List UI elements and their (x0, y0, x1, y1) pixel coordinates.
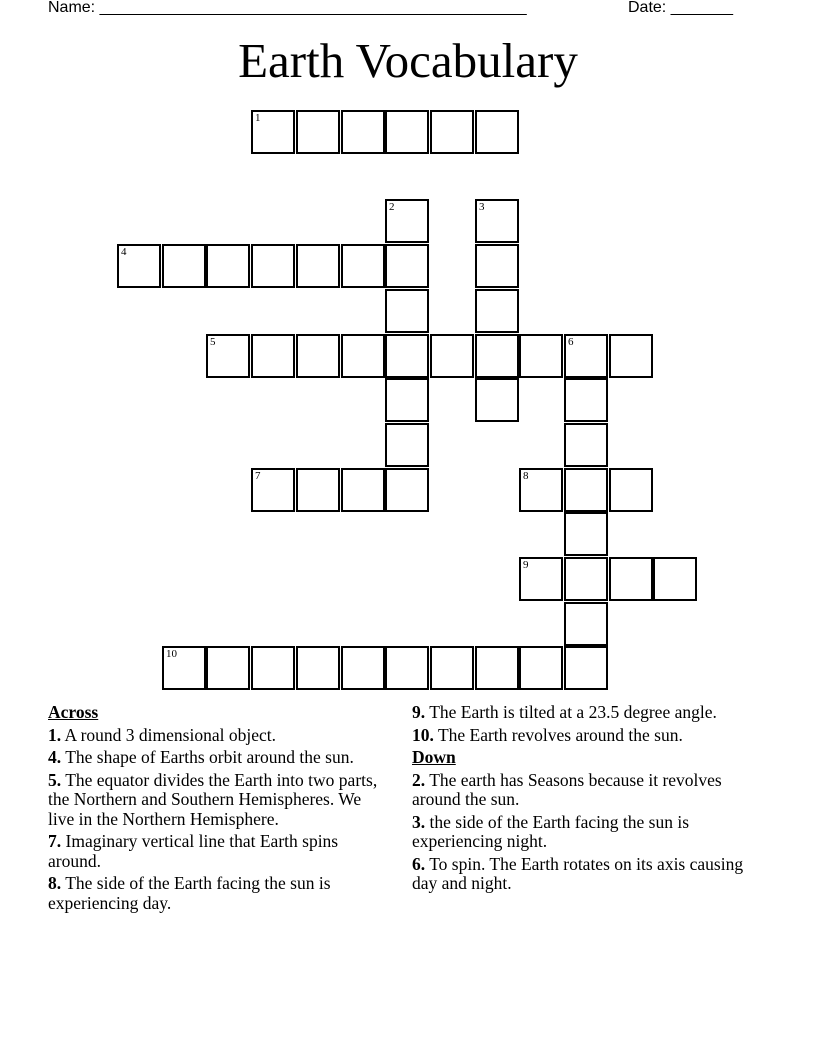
clue-number: 4. (48, 747, 62, 767)
clue-down-3 (412, 813, 752, 852)
grid-cell[interactable] (653, 557, 697, 601)
grid-cell[interactable] (564, 334, 608, 378)
grid-cell[interactable] (519, 468, 563, 512)
grid-cell[interactable] (519, 646, 563, 690)
cell-number: 8 (523, 470, 529, 482)
grid-cell[interactable] (296, 646, 340, 690)
grid-cell[interactable] (475, 646, 519, 690)
clue-across-4 (48, 748, 388, 768)
clue-number: 10. (412, 724, 434, 745)
grid-cell[interactable] (475, 289, 519, 333)
grid-cell[interactable] (251, 334, 295, 378)
grid-cell[interactable] (564, 423, 608, 467)
cell-number: 1 (255, 112, 261, 124)
grid-cell[interactable] (564, 378, 608, 422)
grid-cell[interactable] (296, 468, 340, 512)
grid-cell[interactable] (475, 378, 519, 422)
grid-cell[interactable] (564, 557, 608, 601)
grid-cell[interactable] (206, 646, 250, 690)
grid-cell[interactable] (385, 423, 429, 467)
grid-cell[interactable] (609, 334, 653, 378)
cell-number: 3 (479, 201, 485, 213)
across-heading: Across (48, 702, 99, 722)
grid-cell[interactable] (251, 646, 295, 690)
grid-cell[interactable] (564, 512, 608, 556)
clue-text: The Earth revolves around the sun. (437, 724, 683, 745)
name-line (48, 0, 527, 17)
cell-number: 9 (523, 559, 529, 571)
clue-across-7 (48, 832, 388, 871)
grid-cell[interactable] (162, 244, 206, 288)
grid-cell[interactable] (162, 646, 206, 690)
grid-cell[interactable] (341, 646, 385, 690)
clue-number: 1. (48, 724, 62, 745)
clue-text: The side of the Earth facing the sun is experiencing day. (48, 873, 331, 913)
grid-cell[interactable] (251, 110, 295, 154)
cell-number: 5 (210, 336, 216, 348)
grid-cell[interactable] (519, 334, 563, 378)
grid-cell[interactable] (385, 334, 429, 378)
grid-cell[interactable] (296, 334, 340, 378)
grid-cell[interactable] (251, 468, 295, 512)
clue-across-9 (412, 703, 752, 723)
name-label: Name: (48, 0, 96, 16)
grid-cell[interactable] (117, 244, 161, 288)
grid-cell[interactable] (475, 199, 519, 243)
grid-cell[interactable] (341, 468, 385, 512)
grid-cell[interactable] (430, 646, 474, 690)
grid-cell[interactable] (564, 468, 608, 512)
grid-cell[interactable] (475, 110, 519, 154)
cell-number: 7 (255, 470, 261, 482)
clue-across-1 (48, 726, 388, 746)
clue-down-6 (412, 855, 752, 894)
clue-across-5 (48, 771, 388, 830)
grid-cell[interactable] (385, 646, 429, 690)
grid-cell[interactable] (341, 244, 385, 288)
clue-number: 2. (412, 769, 426, 790)
grid-cell[interactable] (475, 244, 519, 288)
puzzle-title: Earth Vocabulary (238, 33, 578, 88)
clue-number: 7. (48, 831, 62, 851)
clue-text: The Earth is tilted at a 23.5 degree angle. (429, 702, 717, 722)
grid-cell[interactable] (564, 646, 608, 690)
down-heading: Down (412, 747, 456, 767)
grid-cell[interactable] (385, 289, 429, 333)
clue-text: The shape of Earths orbit around the sun. (65, 747, 354, 767)
grid-cell[interactable] (385, 199, 429, 243)
clue-number: 9. (412, 702, 426, 722)
clue-number: 3. (412, 811, 426, 832)
clue-text: the side of the Earth facing the sun is experiencing night. (412, 811, 690, 851)
clue-text: The earth has Seasons because it revolves around the sun. (412, 769, 722, 809)
grid-cell[interactable] (341, 334, 385, 378)
clue-text: The equator divides the Earth into two parts, the Northern and Southern Hemispheres. We live in the Northern Hemisphere. (48, 769, 378, 829)
cell-number: 6 (568, 336, 574, 348)
grid-cell[interactable] (385, 468, 429, 512)
date-line (628, 0, 733, 17)
grid-cell[interactable] (430, 334, 474, 378)
grid-cell[interactable] (385, 378, 429, 422)
clues-left-column (48, 703, 388, 916)
name-blank[interactable]: ________________________________________________ (99, 0, 527, 16)
grid-cell[interactable] (206, 244, 250, 288)
cell-number: 2 (389, 201, 395, 213)
grid-cell[interactable] (385, 244, 429, 288)
grid-cell[interactable] (519, 557, 563, 601)
grid-cell[interactable] (206, 334, 250, 378)
clue-number: 5. (48, 769, 62, 790)
clue-number: 8. (48, 873, 62, 893)
clue-text: To spin. The Earth rotates on its axis causing day and night. (412, 853, 744, 893)
grid-cell[interactable] (475, 334, 519, 378)
cell-number: 10 (166, 648, 177, 660)
grid-cell[interactable] (564, 602, 608, 646)
cell-number: 4 (121, 246, 127, 258)
grid-cell[interactable] (296, 244, 340, 288)
clue-number: 6. (412, 853, 426, 874)
grid-cell[interactable] (609, 468, 653, 512)
clue-across-10 (412, 726, 752, 746)
grid-cell[interactable] (296, 110, 340, 154)
grid-cell[interactable] (385, 110, 429, 154)
clue-down-2 (412, 771, 752, 810)
grid-cell[interactable] (341, 110, 385, 154)
grid-cell[interactable] (609, 557, 653, 601)
grid-cell[interactable] (430, 110, 474, 154)
clue-across-8 (48, 874, 388, 913)
clue-text: Imaginary vertical line that Earth spins around. (48, 831, 339, 871)
grid-cell[interactable] (251, 244, 295, 288)
clue-text: A round 3 dimensional object. (64, 724, 276, 745)
date-blank[interactable]: _______ (670, 0, 733, 16)
date-label: Date: (628, 0, 667, 16)
clues-right-column (412, 703, 752, 897)
